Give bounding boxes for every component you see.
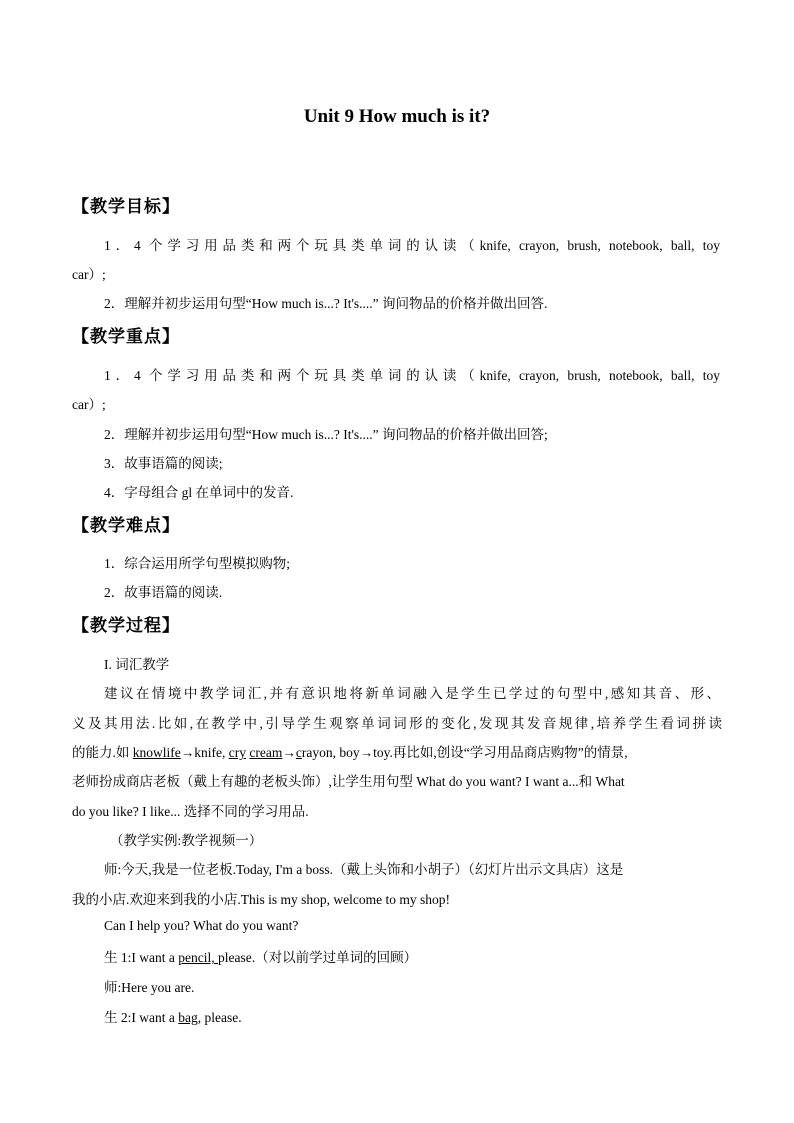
key-points-line-1b: car）; xyxy=(72,397,106,412)
underlined-word: cream xyxy=(249,745,283,760)
process-para-line-2: 义及其用法.比如,在教学中,引导学生观察单词词形的变化,发现其发音规律,培养学生看词拼读 xyxy=(72,716,722,731)
text: please. xyxy=(201,1010,242,1025)
heading-goals: 【教学目标】 xyxy=(72,197,180,217)
heading-process: 【教学过程】 xyxy=(72,616,180,636)
difficulties-line-1: 1．综合运用所学句型模拟购物; xyxy=(104,556,291,571)
dialogue-teacher-1b: 我的小店.欢迎来到我的小店.This is my shop, welcome to my shop! xyxy=(72,892,450,907)
dialogue-student-1 xyxy=(104,946,754,966)
text: please.（对以前学过单词的回顾） xyxy=(217,950,418,965)
text: 的能力.如 xyxy=(72,745,133,760)
underlined-word: know xyxy=(132,745,163,760)
text: → xyxy=(282,745,296,760)
heading-key-points: 【教学重点】 xyxy=(72,327,180,347)
key-points-line-1: 1．4 个学习用品类和两个玩具类单词的认读（knife, crayon, brush, notebook, ball, toy xyxy=(104,368,720,383)
key-points-line-4: 4．字母组合 gl 在单词中的发音. xyxy=(104,485,294,500)
process-para-line-1: 建议在情境中教学词汇,并有意识地将新单词融入是学生已学过的句型中,感知其音、形、 xyxy=(104,686,720,701)
text: rayon, boy→toy.再比如,创设“学习用品商店购物”的情景, xyxy=(301,745,628,760)
example-label: （教学实例:教学视频一） xyxy=(110,833,263,848)
key-points-line-3: 3．故事语篇的阅读; xyxy=(104,456,223,471)
underlined-word: pencil, xyxy=(178,950,218,965)
difficulties-line-2: 2．故事语篇的阅读. xyxy=(104,585,223,600)
text: 生 2:I want a xyxy=(104,1010,179,1025)
underlined-word: life xyxy=(162,745,181,760)
goals-line-2: 2．理解并初步运用句型“How much is...? It's....” 询问物品的价格并做出回答. xyxy=(104,296,548,311)
goals-line-1: 1．4 个学习用品类和两个玩具类单词的认读（knife, crayon, brush, notebook, ball, toy xyxy=(104,238,720,253)
goals-line-1b: car）; xyxy=(72,267,106,282)
underlined-word: bag, xyxy=(178,1010,202,1025)
process-para-line-4: 老师扮成商店老板（戴上有趣的老板头饰）,让学生用句型 What do you want? I want a...和 What xyxy=(72,774,625,789)
process-subheading: I. 词汇教学 xyxy=(104,657,170,672)
process-para-line-5: do you like? I like... 选择不同的学习用品. xyxy=(72,804,309,819)
dialogue-teacher-3: 师:Here you are. xyxy=(104,980,195,995)
heading-difficulties: 【教学难点】 xyxy=(72,516,180,536)
underlined-word: c xyxy=(295,745,302,760)
dialogue-student-2 xyxy=(104,1006,754,1026)
text: 生 1:I want a xyxy=(104,950,179,965)
page-title: Unit 9 How much is it? xyxy=(303,106,491,127)
key-points-line-2: 2．理解并初步运用句型“How much is...? It's....” 询问物品的价格并做出回答; xyxy=(104,427,548,442)
process-para-line-3 xyxy=(72,741,722,761)
underlined-word: cry xyxy=(228,745,246,760)
dialogue-teacher-1: 师:今天,我是一位老板.Today, I'm a boss.（戴上头饰和小胡子）（幻灯片出示文具店）这是 xyxy=(104,862,624,877)
text: →knife, xyxy=(180,745,229,760)
dialogue-teacher-2: Can I help you? What do you want? xyxy=(104,918,299,933)
